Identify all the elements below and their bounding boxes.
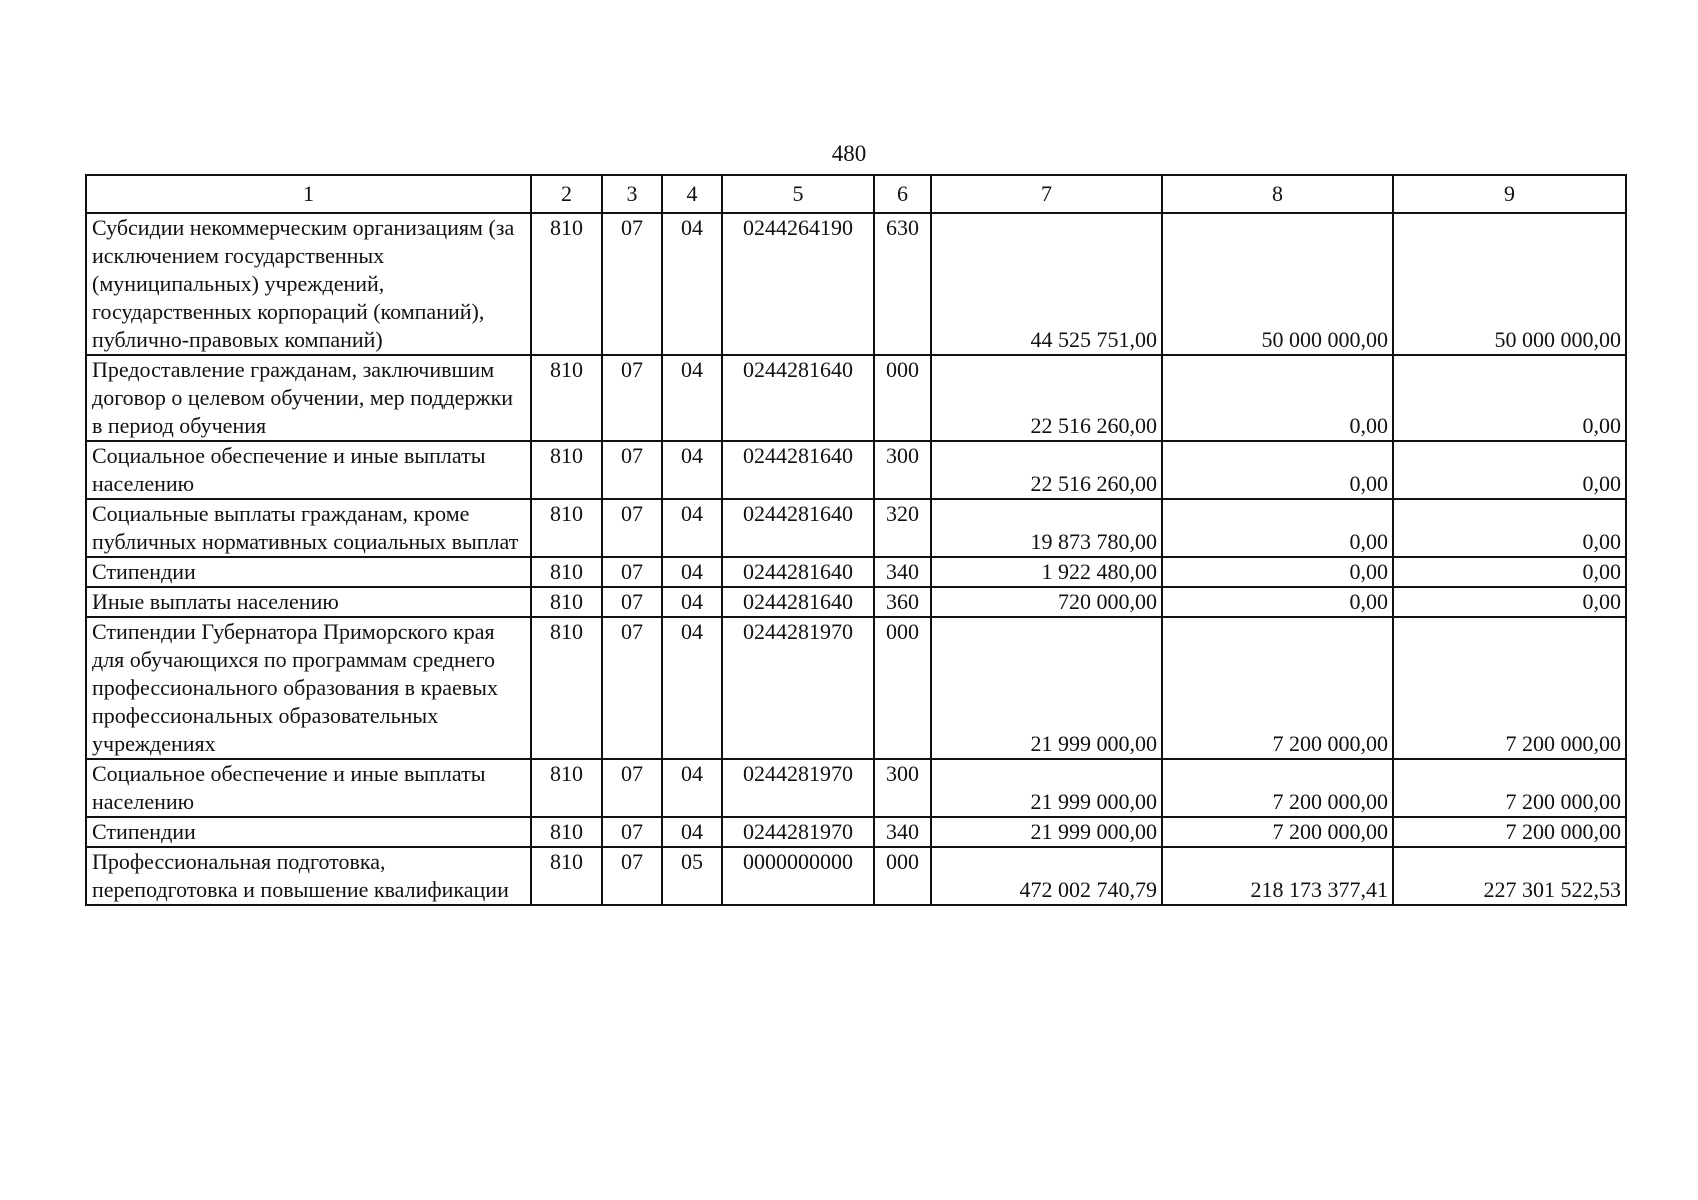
cell-col9: 0,00: [1393, 499, 1626, 557]
table-row: [86, 847, 1626, 905]
cell-col3: 07: [602, 847, 662, 905]
cell-col9: 7 200 000,00: [1393, 617, 1626, 759]
cell-col2: 810: [531, 441, 602, 499]
cell-col6: 000: [874, 847, 931, 905]
cell-col4: 04: [662, 759, 722, 817]
row-name: Стипендии: [86, 817, 531, 847]
table-row: [86, 355, 1626, 441]
table-row: [86, 817, 1626, 847]
header-cell: 7: [931, 175, 1162, 213]
cell-col9: 7 200 000,00: [1393, 817, 1626, 847]
table-row: [86, 441, 1626, 499]
cell-col2: 810: [531, 213, 602, 355]
page-number: 480: [831, 141, 867, 166]
cell-col3: 07: [602, 441, 662, 499]
cell-col6: 000: [874, 355, 931, 441]
row-name: Предоставление гражданам, заключившим договор о целевом обучении, мер поддержки в период обучения: [86, 355, 531, 441]
header-cell: 3: [602, 175, 662, 213]
cell-col9: 7 200 000,00: [1393, 759, 1626, 817]
cell-col5: 0244281970: [722, 759, 874, 817]
cell-col8: 0,00: [1162, 355, 1393, 441]
cell-col4: 04: [662, 617, 722, 759]
header-cell: 5: [722, 175, 874, 213]
cell-col2: 810: [531, 617, 602, 759]
cell-col3: 07: [602, 499, 662, 557]
cell-col7: 21 999 000,00: [931, 759, 1162, 817]
header-cell: 6: [874, 175, 931, 213]
cell-col2: 810: [531, 587, 602, 617]
cell-col9: 0,00: [1393, 557, 1626, 587]
header-cell: 2: [531, 175, 602, 213]
cell-col7: 22 516 260,00: [931, 441, 1162, 499]
cell-col8: 7 200 000,00: [1162, 817, 1393, 847]
cell-col9: 0,00: [1393, 587, 1626, 617]
cell-col8: 7 200 000,00: [1162, 617, 1393, 759]
table-row: [86, 587, 1626, 617]
cell-col7: 472 002 740,79: [931, 847, 1162, 905]
cell-col8: 0,00: [1162, 441, 1393, 499]
cell-col6: 340: [874, 817, 931, 847]
cell-col5: 0244281640: [722, 355, 874, 441]
cell-col2: 810: [531, 817, 602, 847]
cell-col2: 810: [531, 759, 602, 817]
cell-col3: 07: [602, 759, 662, 817]
header-cell: 8: [1162, 175, 1393, 213]
cell-col9: 50 000 000,00: [1393, 213, 1626, 355]
cell-col8: 218 173 377,41: [1162, 847, 1393, 905]
cell-col8: 0,00: [1162, 557, 1393, 587]
cell-col4: 04: [662, 213, 722, 355]
cell-col2: 810: [531, 499, 602, 557]
cell-col6: 320: [874, 499, 931, 557]
cell-col3: 07: [602, 213, 662, 355]
cell-col6: 340: [874, 557, 931, 587]
cell-col7: 22 516 260,00: [931, 355, 1162, 441]
cell-col2: 810: [531, 557, 602, 587]
cell-col5: 0244264190: [722, 213, 874, 355]
cell-col4: 04: [662, 817, 722, 847]
cell-col4: 04: [662, 499, 722, 557]
cell-col5: 0244281970: [722, 817, 874, 847]
row-name: Профессиональная подготовка, переподготовка и повышение квалификации: [86, 847, 531, 905]
header-cell: 9: [1393, 175, 1626, 213]
cell-col4: 04: [662, 441, 722, 499]
cell-col5: 0244281640: [722, 587, 874, 617]
cell-col9: 0,00: [1393, 355, 1626, 441]
cell-col5: 0244281970: [722, 617, 874, 759]
row-name: Субсидии некоммерческим организациям (за исключением государственных (муниципальных) учреждений, государственных корпораций (компаний), публично-правовых компаний): [86, 213, 531, 355]
cell-col2: 810: [531, 355, 602, 441]
cell-col7: 21 999 000,00: [931, 817, 1162, 847]
header-cell: 1: [86, 175, 531, 213]
row-name: Стипендии: [86, 557, 531, 587]
cell-col3: 07: [602, 817, 662, 847]
cell-col8: 0,00: [1162, 587, 1393, 617]
cell-col8: 0,00: [1162, 499, 1393, 557]
cell-col3: 07: [602, 557, 662, 587]
table-row: [86, 557, 1626, 587]
cell-col4: 04: [662, 355, 722, 441]
cell-col6: 630: [874, 213, 931, 355]
cell-col7: 1 922 480,00: [931, 557, 1162, 587]
cell-col5: 0244281640: [722, 557, 874, 587]
table-row: [86, 499, 1626, 557]
cell-col2: 810: [531, 847, 602, 905]
cell-col8: 7 200 000,00: [1162, 759, 1393, 817]
row-name: Социальное обеспечение и иные выплаты населению: [86, 441, 531, 499]
budget-table: [85, 174, 1627, 906]
cell-col5: 0000000000: [722, 847, 874, 905]
header-cell: 4: [662, 175, 722, 213]
row-name: Социальное обеспечение и иные выплаты населению: [86, 759, 531, 817]
cell-col6: 000: [874, 617, 931, 759]
cell-col9: 227 301 522,53: [1393, 847, 1626, 905]
cell-col4: 04: [662, 587, 722, 617]
cell-col3: 07: [602, 617, 662, 759]
cell-col9: 0,00: [1393, 441, 1626, 499]
cell-col5: 0244281640: [722, 499, 874, 557]
table-row: [86, 617, 1626, 759]
cell-col7: 19 873 780,00: [931, 499, 1162, 557]
cell-col5: 0244281640: [722, 441, 874, 499]
cell-col8: 50 000 000,00: [1162, 213, 1393, 355]
cell-col3: 07: [602, 587, 662, 617]
row-name: Стипендии Губернатора Приморского края для обучающихся по программам среднего профессионального образования в краевых профессиональных образовательных учреждениях: [86, 617, 531, 759]
cell-col7: 44 525 751,00: [931, 213, 1162, 355]
cell-col3: 07: [602, 355, 662, 441]
cell-col4: 05: [662, 847, 722, 905]
row-name: Иные выплаты населению: [86, 587, 531, 617]
table-row: [86, 213, 1626, 355]
cell-col6: 360: [874, 587, 931, 617]
header-row: [86, 175, 1626, 213]
row-name: Социальные выплаты гражданам, кроме публичных нормативных социальных выплат: [86, 499, 531, 557]
cell-col7: 21 999 000,00: [931, 617, 1162, 759]
cell-col6: 300: [874, 759, 931, 817]
cell-col4: 04: [662, 557, 722, 587]
cell-col6: 300: [874, 441, 931, 499]
table-row: [86, 759, 1626, 817]
cell-col7: 720 000,00: [931, 587, 1162, 617]
